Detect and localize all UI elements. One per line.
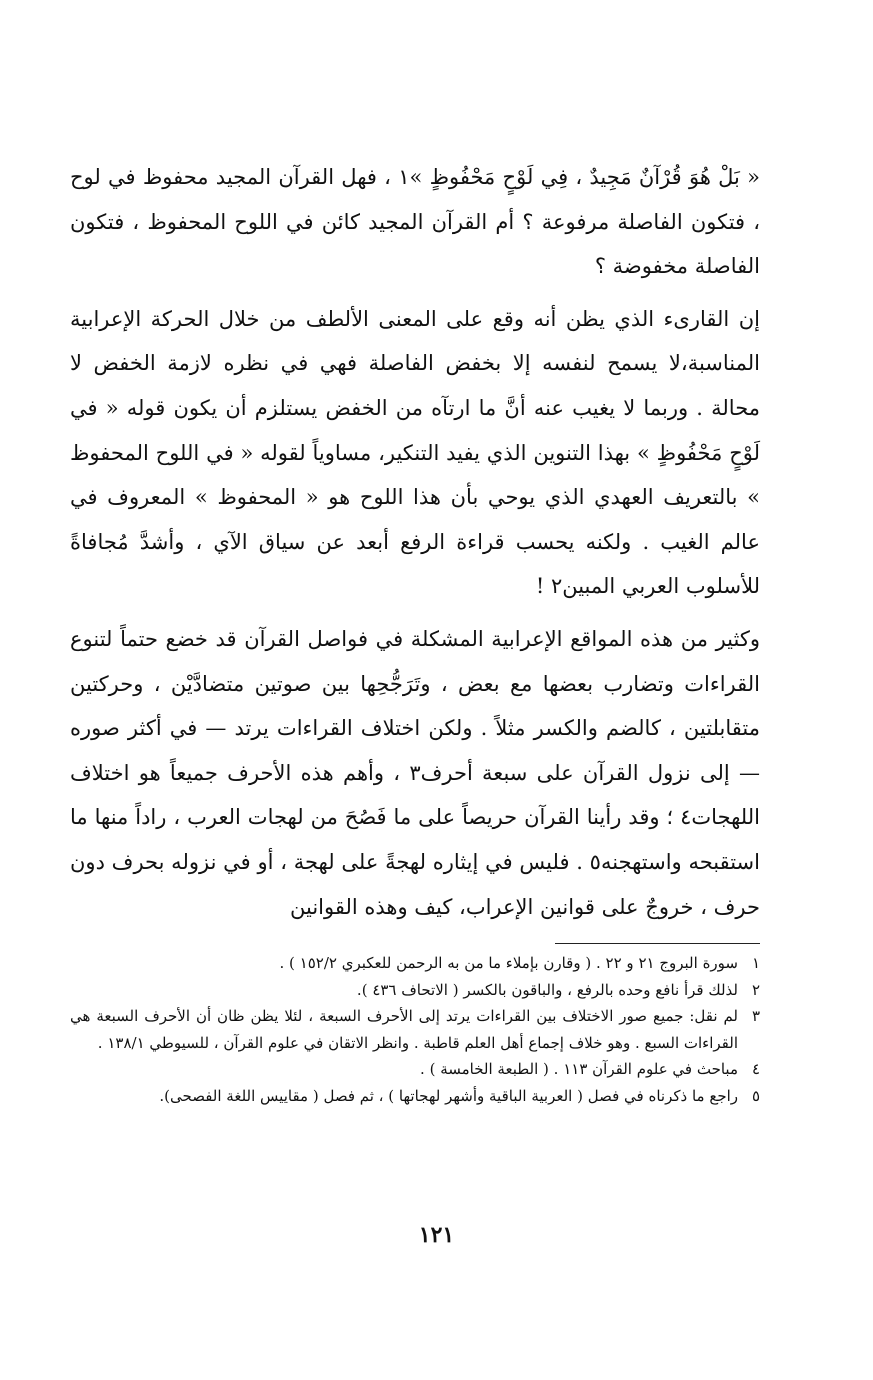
footnote-text: سورة البروج ٢١ و ٢٢ . ( وقارن بإملاء ما من به الرحمن للعكبري ١٥٢/٢ ) . <box>279 954 738 973</box>
footnote-1 <box>70 950 760 977</box>
page-number: ١٢١ <box>418 1222 455 1248</box>
footnote-text: لم نقل: جميع صور الاختلاف بين القراءات يرتد إلى الأحرف السبعة ، لئلا يظن ظان أن الأحرف السبعة هي القراءات السبع . وهو خلاف إجماع أهل العلم قاطبة . وانظر الاتقان في علوم القرآن ، للسيوطي ١٣٨/١ . <box>70 1007 738 1052</box>
footnote-text: راجع ما ذكرناه في فصل ( العربية الباقية وأشهر لهجاتها ) ، ثم فصل ( مقاييس اللغة الفصحى). <box>159 1086 738 1105</box>
page-body <box>70 155 760 1109</box>
footnote-2 <box>70 977 760 1004</box>
footnote-5 <box>70 1083 760 1110</box>
footnote-text: مباحث في علوم القرآن ١١٣ . ( الطبعة الخامسة ) . <box>420 1060 738 1079</box>
footnote-4 <box>70 1056 760 1083</box>
paragraph-1: « بَلْ هُوَ قُرْآنٌ مَجِيدٌ ، فِي لَوْحٍ مَحْفُوظٍ »١ ، فهل القرآن المجيد محفوظ في لوح ، فتكون الفاصلة مرفوعة ؟ أم القرآن المجيد كائن في اللوح المحفوظ ، فتكون الفاصلة مخفوضة ؟ <box>70 165 760 279</box>
footnote-number: ٤ <box>751 1060 760 1079</box>
footnote-text: لذلك قرأ نافع وحده بالرفع ، والباقون بالكسر ( الاتحاف ٤٣٦ ). <box>356 980 738 999</box>
footnote-number: ٢ <box>751 980 760 999</box>
paragraph-3: وكثير من هذه المواقع الإعرابية المشكلة في فواصل القرآن قد خضع حتماً لتنوع القراءات وتضارب بعضها مع بعض ، وتَرَجُّحِها بين صوتين متضادَّيْن ، وحركتين متقابلتين ، كالضم والكسر مثلاً . ولكن اختلاف القراءات يرتد — في أكثر صوره — إلى نزول القرآن على سبعة أحرف٣ ، وأهم هذه الأحرف جميعاً هو اختلاف اللهجات٤ ؛ وقد رأينا القرآن حريصاً على ما فَصُحَ من لهجات العرب ، راداً منها ما استقبحه واستهجنه٥ . فليس في إيثاره لهجةً على لهجة ، أو في نزوله بحرف دون حرف ، خروجٌ على قوانين الإعراب، كيف وهذه القوانين <box>70 626 760 919</box>
footnote-number: ١ <box>751 954 760 973</box>
footnotes <box>70 950 760 1109</box>
footnote-number: ٥ <box>751 1086 760 1105</box>
footnote-3 <box>70 1003 760 1056</box>
footnote-divider <box>555 943 760 944</box>
footnote-number: ٣ <box>751 1007 760 1026</box>
paragraph-2: إن القارىء الذي يظن أنه وقع على المعنى الألطف من خلال الحركة الإعرابية المناسبة،لا يسمح لنفسه إلا بخفض الفاصلة فهي في نظره لازمة الخفض لا محالة . وربما لا يغيب عنه أنَّ ما ارتآه من الخفض يستلزم أن يكون قوله « في لَوْحٍ مَحْفُوظٍ » بهذا التنوين الذي يفيد التنكير، مساوياً لقوله « في اللوح المحفوظ » بالتعريف العهدي الذي يوحي بأن هذا اللوح هو « المحفوظ » المعروف في عالم الغيب . ولكنه يحسب قراءة الرفع أبعد عن سياق الآي ، وأشدَّ مُجافاةً للأسلوب العربي المبين٢ ! <box>70 306 760 599</box>
